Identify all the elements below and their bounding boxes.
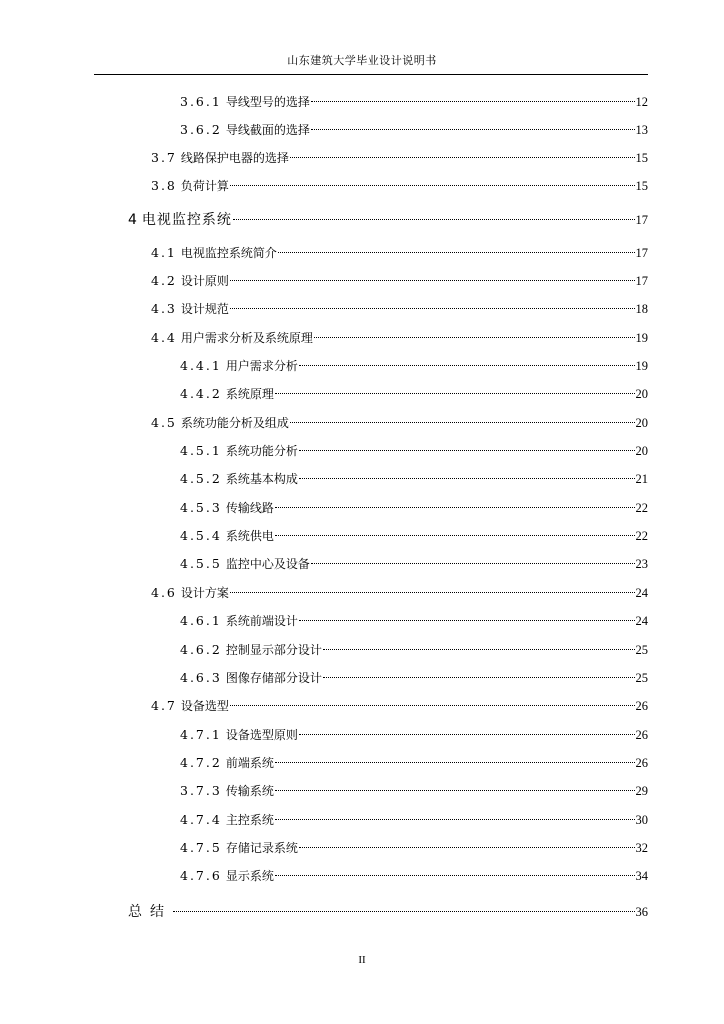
toc-entry-page: 26 — [635, 728, 648, 742]
toc-entry-page: 29 — [635, 784, 648, 798]
toc-entry-page: 25 — [635, 643, 648, 657]
toc-entry-page: 23 — [635, 557, 648, 571]
toc-entry-number: 4.4.1 — [180, 358, 222, 373]
toc-entry-title: 传输线路 — [225, 501, 274, 515]
toc-entry-number: 3.8 — [151, 178, 177, 193]
toc-entry — [151, 413, 648, 433]
toc-entry-number: 3.7.3 — [180, 783, 222, 798]
toc-entry-page: 21 — [635, 472, 648, 486]
toc-entry — [151, 696, 648, 716]
toc-entry-page: 20 — [635, 387, 648, 401]
toc-entry-number: 4.2 — [151, 273, 177, 288]
toc-entry-title: 监控中心及设备 — [225, 557, 310, 571]
toc-entry — [180, 866, 648, 886]
toc-entry — [180, 469, 648, 489]
toc-entry — [180, 753, 648, 773]
toc-entry-number: 4.4.2 — [180, 386, 222, 401]
toc-entry-number: 4.6 — [151, 585, 177, 600]
toc-entry — [128, 210, 648, 230]
toc-dot-leader — [311, 129, 635, 130]
toc-dot-leader — [173, 911, 635, 912]
toc-dot-leader — [290, 422, 635, 423]
toc-entry-number: 4.6.3 — [180, 670, 222, 685]
toc-entry — [180, 725, 648, 745]
toc-entry-title: 用户需求分析及系统原理 — [180, 331, 313, 345]
toc-dot-leader — [299, 734, 635, 735]
toc-entry-page: 19 — [635, 359, 648, 373]
toc-dot-leader — [230, 185, 635, 186]
toc-entry-page: 12 — [635, 95, 648, 109]
toc-entry-title: 总结 — [128, 904, 172, 920]
toc-entry-title: 显示系统 — [225, 869, 274, 883]
toc-entry-number: 4.3 — [151, 301, 177, 316]
toc-dot-leader — [278, 252, 635, 253]
toc-entry-page: 30 — [635, 813, 648, 827]
toc-entry-page: 36 — [635, 905, 648, 919]
toc-dot-leader — [275, 762, 635, 763]
toc-dot-leader — [323, 677, 635, 678]
toc-entry-page: 20 — [635, 444, 648, 458]
toc-entry-page: 13 — [635, 123, 648, 137]
toc-entry-number: 3.7 — [151, 150, 177, 165]
toc-entry-number: 4.5.4 — [180, 528, 222, 543]
toc-entry-number: 4.6.1 — [180, 613, 222, 628]
toc-entry-title: 设计原则 — [180, 274, 229, 288]
toc-entry-number: 4.7.4 — [180, 812, 222, 827]
toc-entry-title: 控制显示部分设计 — [225, 643, 322, 657]
toc-entry — [180, 838, 648, 858]
toc-entry-number: 4.1 — [151, 245, 177, 260]
toc-dot-leader — [323, 649, 635, 650]
toc-entry-title: 传输系统 — [225, 784, 274, 798]
toc-entry-number: 4.7.6 — [180, 868, 222, 883]
running-header: 山东建筑大学毕业设计说明书 — [287, 54, 437, 67]
toc-entry — [180, 498, 648, 518]
toc-entry-number: 4.6.2 — [180, 642, 222, 657]
toc-entry-number: 3.6.1 — [180, 94, 222, 109]
toc-dot-leader — [230, 280, 635, 281]
toc-entry-page: 32 — [635, 841, 648, 855]
toc-entry-number: 3.6.2 — [180, 122, 222, 137]
toc-entry — [128, 902, 648, 922]
toc-dot-leader — [275, 819, 635, 820]
toc-entry-number: 4.4 — [151, 330, 177, 345]
toc-dot-leader — [230, 308, 635, 309]
toc-entry — [180, 810, 648, 830]
toc-entry-title: 线路保护电器的选择 — [180, 151, 289, 165]
toc-dot-leader — [299, 450, 635, 451]
toc-entry — [180, 554, 648, 574]
toc-dot-leader — [230, 592, 635, 593]
toc-dot-leader — [233, 219, 635, 220]
toc-entry — [180, 120, 648, 140]
toc-entry — [151, 176, 648, 196]
toc-entry-page: 22 — [635, 501, 648, 515]
toc-entry-page: 26 — [635, 699, 648, 713]
toc-entry-number: 4.7 — [151, 698, 177, 713]
toc-entry-title: 图像存储部分设计 — [225, 671, 322, 685]
toc-entry-title: 系统功能分析 — [225, 444, 298, 458]
toc-entry — [180, 640, 648, 660]
toc-entry-page: 15 — [635, 179, 648, 193]
toc-entry — [151, 583, 648, 603]
toc-entry — [151, 328, 648, 348]
toc-entry-title: 电视监控系统 — [141, 212, 232, 228]
toc-entry — [151, 299, 648, 319]
toc-dot-leader — [275, 507, 635, 508]
toc-entry — [151, 271, 648, 291]
toc-dot-leader — [290, 157, 635, 158]
toc-entry-page: 17 — [635, 246, 648, 260]
toc-entry-title: 系统原理 — [225, 387, 274, 401]
toc-dot-leader — [311, 563, 635, 564]
toc-entry-page: 17 — [635, 274, 648, 288]
toc-dot-leader — [299, 478, 635, 479]
toc-entry — [180, 92, 648, 112]
toc-dot-leader — [311, 101, 635, 102]
toc-entry-number: 4.7.5 — [180, 840, 222, 855]
toc-entry-title: 系统功能分析及组成 — [180, 416, 289, 430]
toc-entry-number: 4.7.2 — [180, 755, 222, 770]
toc-entry-page: 17 — [635, 213, 648, 227]
header-rule — [94, 74, 648, 75]
toc-entry-page: 22 — [635, 529, 648, 543]
toc-entry — [180, 526, 648, 546]
toc-entry-number: 4.5.5 — [180, 556, 222, 571]
toc-entry-page: 15 — [635, 151, 648, 165]
toc-entry-number: 4.7.1 — [180, 727, 222, 742]
toc-dot-leader — [314, 337, 635, 338]
toc-entry-number: 4.5.3 — [180, 500, 222, 515]
toc-entry — [180, 356, 648, 376]
toc-entry-number: 4.5.1 — [180, 443, 222, 458]
toc-entry-title: 系统前端设计 — [225, 614, 298, 628]
toc-entry — [180, 384, 648, 404]
toc-entry-title: 负荷计算 — [180, 179, 229, 193]
toc-entry-title: 用户需求分析 — [225, 359, 298, 373]
toc-entry-number: 4.5.2 — [180, 471, 222, 486]
toc-entry-page: 24 — [635, 586, 648, 600]
toc-entry-title: 设备选型 — [180, 699, 229, 713]
toc-entry-title: 设计方案 — [180, 586, 229, 600]
toc-entry-page: 25 — [635, 671, 648, 685]
toc-entry-title: 设计规范 — [180, 302, 229, 316]
toc-dot-leader — [275, 790, 635, 791]
toc-entry — [180, 668, 648, 688]
toc-entry-title: 电视监控系统简介 — [180, 246, 277, 260]
toc-entry-title: 主控系统 — [225, 813, 274, 827]
toc-dot-leader — [275, 875, 635, 876]
toc-dot-leader — [275, 535, 635, 536]
toc-entry-page: 24 — [635, 614, 648, 628]
toc-entry-number: 4.5 — [151, 415, 177, 430]
toc-entry-page: 20 — [635, 416, 648, 430]
toc-entry-page: 34 — [635, 869, 648, 883]
toc-entry-title: 导线截面的选择 — [225, 123, 310, 137]
toc-entry-title: 设备选型原则 — [225, 728, 298, 742]
toc-entry-page: 19 — [635, 331, 648, 345]
toc-entry-title: 导线型号的选择 — [225, 95, 310, 109]
toc-entry — [180, 611, 648, 631]
toc-entry-title: 系统基本构成 — [225, 472, 298, 486]
toc-entry — [180, 781, 648, 801]
page-number: II — [358, 954, 366, 966]
toc-entry-number: 4 — [128, 212, 138, 228]
toc-dot-leader — [299, 620, 635, 621]
toc-dot-leader — [230, 705, 635, 706]
toc-dot-leader — [299, 847, 635, 848]
toc-entry — [151, 148, 648, 168]
toc-entry-title: 存储记录系统 — [225, 841, 298, 855]
toc-entry — [180, 441, 648, 461]
toc-dot-leader — [275, 393, 635, 394]
toc-entry-page: 26 — [635, 756, 648, 770]
toc-entry-title: 系统供电 — [225, 529, 274, 543]
toc-entry — [151, 243, 648, 263]
toc-entry-title: 前端系统 — [225, 756, 274, 770]
toc-dot-leader — [299, 365, 635, 366]
toc-entry-page: 18 — [635, 302, 648, 316]
